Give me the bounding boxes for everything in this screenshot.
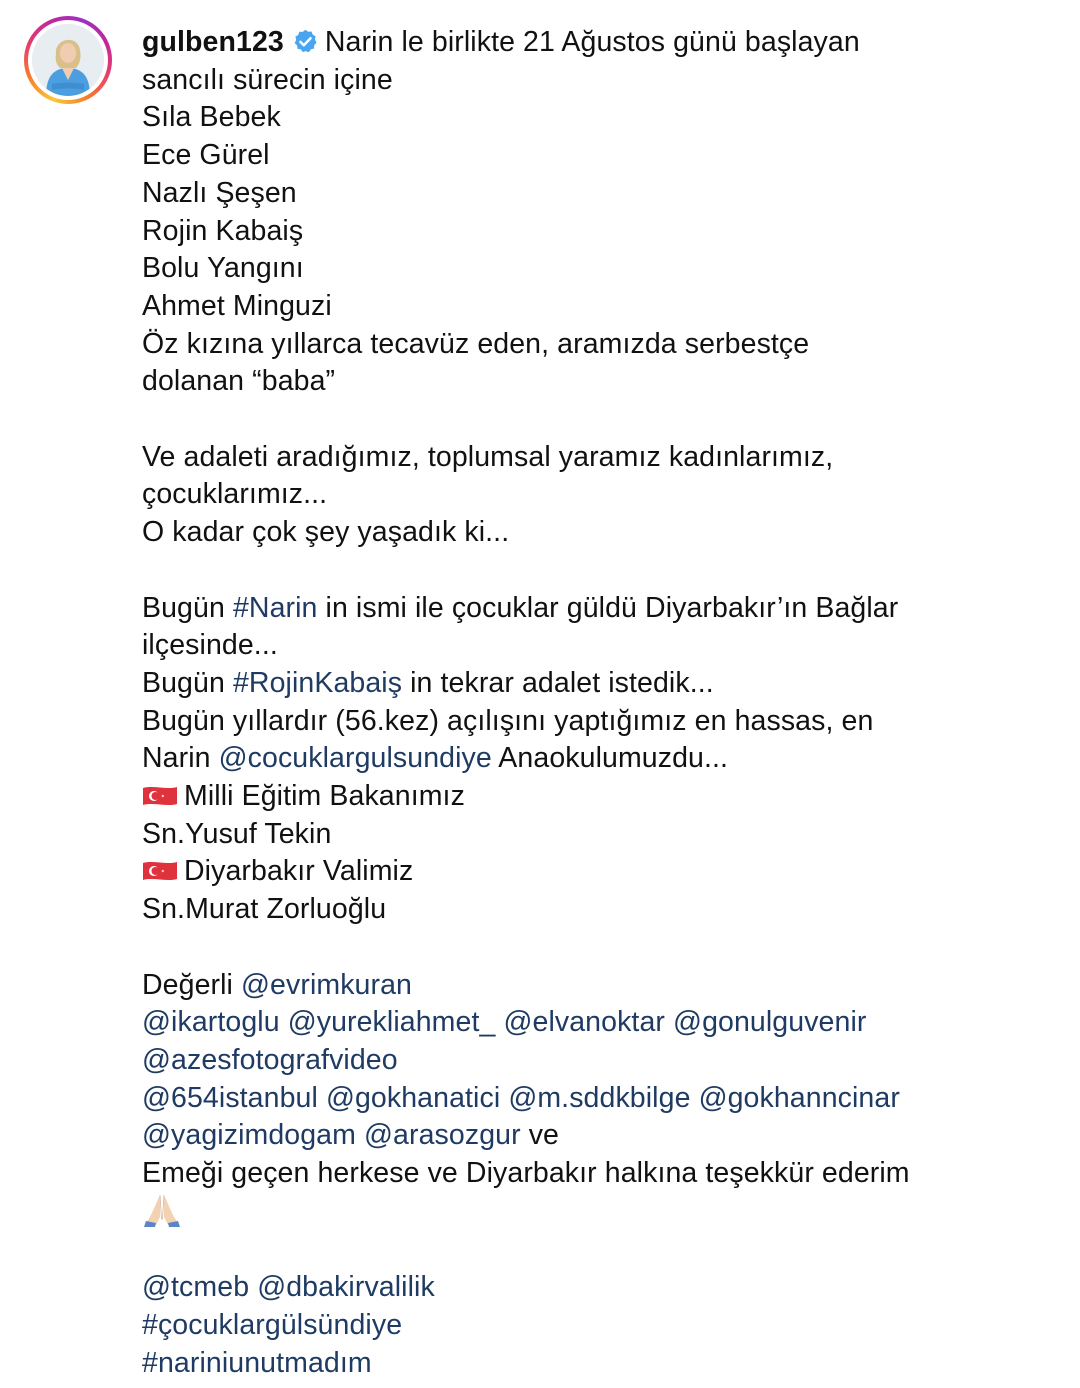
blank-line xyxy=(142,552,1042,590)
avatar-ring-gap xyxy=(28,20,108,100)
caption-text: Bugün xyxy=(142,666,233,699)
mention-link[interactable]: @azesfotografvideo xyxy=(142,1043,398,1076)
caption-line xyxy=(142,967,1042,1005)
mention-link[interactable]: @tcmeb xyxy=(142,1271,250,1304)
verified-badge-icon xyxy=(292,28,319,55)
caption-line: Sn.Murat Zorluoğlu xyxy=(142,893,387,926)
username-link[interactable]: gulben123 xyxy=(142,26,284,58)
caption-line: dolanan “baba” xyxy=(142,365,336,398)
caption-line xyxy=(142,1269,1042,1307)
caption-line xyxy=(142,665,1042,703)
caption-line: Nazlı Şeşen xyxy=(142,176,297,209)
caption-line: Sıla Bebek xyxy=(142,101,281,134)
avatar[interactable] xyxy=(32,24,104,96)
caption-text: Bugün xyxy=(142,591,233,624)
caption-line xyxy=(142,740,1042,778)
caption-text: Narin xyxy=(142,742,219,775)
caption-text: Narin le birlikte 21 Ağustos günü başlayan xyxy=(324,26,860,58)
caption-line: Ve adaleti aradığımız, toplumsal yaramız kadınlarımız, xyxy=(142,440,834,473)
hashtag-link[interactable]: #RojinKabaiş xyxy=(232,666,403,699)
blank-line xyxy=(142,929,1042,967)
hashtag-link[interactable]: #Narin xyxy=(232,591,318,624)
mention-link[interactable]: @gonulguvenir xyxy=(673,1006,867,1039)
caption-line-1 xyxy=(142,24,1042,62)
caption-line: Öz kızına yıllarca tecavüz eden, aramızda serbestçe xyxy=(142,327,810,360)
caption-line xyxy=(142,1193,1042,1232)
caption-line: Rojin Kabaiş xyxy=(142,214,304,247)
caption-line xyxy=(142,1345,1042,1383)
caption-line: O kadar çok şey yaşadık ki... xyxy=(142,516,510,549)
caption-text: Milli Eğitim Bakanımız xyxy=(184,780,465,813)
caption-text: ve xyxy=(520,1119,560,1152)
avatar-story-ring[interactable] xyxy=(24,16,112,104)
hashtag-link[interactable]: #çocuklargülsündiye xyxy=(142,1308,403,1341)
caption-line xyxy=(142,1307,1042,1345)
turkey-flag-icon xyxy=(142,860,178,882)
mention-link[interactable]: @654istanbul xyxy=(142,1081,318,1114)
caption-line: Bolu Yangını xyxy=(142,252,304,285)
post-caption xyxy=(142,24,1042,1382)
folded-hands-icon xyxy=(142,1193,182,1227)
blank-line xyxy=(142,401,1042,439)
caption-text: Anaokulumuzdu... xyxy=(491,742,729,775)
caption-line xyxy=(142,1042,1042,1080)
hashtag-link[interactable]: #nariniunutmadım xyxy=(142,1346,372,1379)
mention-link[interactable]: @yurekliahmet_ xyxy=(287,1006,496,1039)
turkey-flag-icon xyxy=(142,785,178,807)
caption-line xyxy=(142,853,1042,891)
caption-line: Emeği geçen herkese ve Diyarbakır halkına teşekkür ederim xyxy=(142,1157,910,1190)
mention-link[interactable]: @evrimkuran xyxy=(241,968,413,1001)
caption-line: çocuklarımız... xyxy=(142,478,328,511)
mention-link[interactable]: @ikartoglu xyxy=(142,1006,280,1039)
mention-link[interactable]: @yagizimdogam xyxy=(142,1119,356,1152)
caption-line: Bugün yıllardır (56.kez) açılışını yaptığımız en hassas, en xyxy=(142,704,874,737)
mention-link[interactable]: @m.sddkbilge xyxy=(508,1081,691,1114)
caption-line xyxy=(142,1080,1042,1118)
caption-line xyxy=(142,1004,1042,1042)
caption-line: sancılı sürecin içine xyxy=(142,63,393,96)
mention-link[interactable]: @dbakirvalilik xyxy=(257,1271,435,1304)
caption-line: Sn.Yusuf Tekin xyxy=(142,817,332,850)
caption-text: in ismi ile çocuklar güldü Diyarbakır’ın Bağlar xyxy=(317,591,899,624)
caption-text: Diyarbakır Valimiz xyxy=(184,855,414,888)
mention-link[interactable]: @arasozgur xyxy=(364,1119,521,1152)
mention-link[interactable]: @elvanoktar xyxy=(503,1006,665,1039)
avatar-photo-icon xyxy=(32,24,104,96)
caption-line xyxy=(142,1117,1042,1155)
caption-text: Değerli xyxy=(142,968,242,1001)
blank-line xyxy=(142,1231,1042,1269)
mention-link[interactable]: @gokhanatici xyxy=(325,1081,501,1114)
caption-line xyxy=(142,590,1042,628)
caption-line: Ece Gürel xyxy=(142,139,270,172)
caption-line: Ahmet Minguzi xyxy=(142,289,332,322)
caption-text: in tekrar adalet istedik... xyxy=(402,666,714,699)
mention-link[interactable]: @gokhanncinar xyxy=(698,1081,900,1114)
caption-line: ilçesinde... xyxy=(142,629,278,662)
caption-line xyxy=(142,778,1042,816)
mention-link[interactable]: @cocuklargulsundiye xyxy=(218,742,492,775)
